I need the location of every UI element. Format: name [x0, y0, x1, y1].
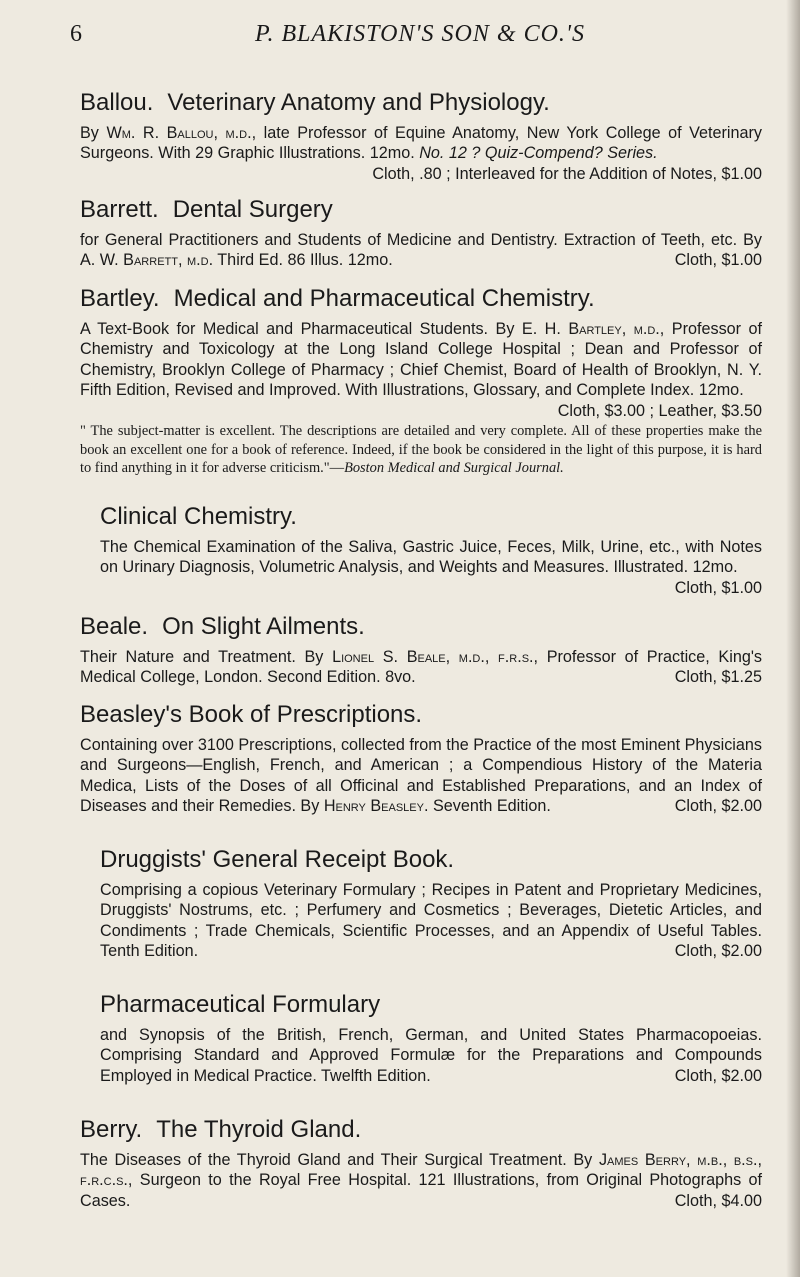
book-title: On Slight Ailments.	[162, 613, 365, 640]
lead-text: By	[80, 124, 99, 142]
book-title: Veterinary Anatomy and Physiology.	[167, 89, 550, 116]
running-title: P. BLAKISTON'S SON & CO.'S	[254, 21, 586, 47]
entry-beasley	[80, 700, 762, 817]
book-title: Beasley's Book of Prescriptions.	[80, 701, 423, 728]
price: Cloth, $4.00	[674, 1191, 762, 1210]
entry-clinical-chemistry	[100, 502, 762, 598]
description-text: Containing over 3100 Prescriptions, collected from the Practice of the most Eminent Physicians and Surgeons—English, French, and American ; a Compendious History of the Materia Medica, Lists of the Doses of all Officinal and Established Preparations, and an Index of Diseases and their Remedies. By	[80, 736, 763, 816]
entry-title	[80, 195, 762, 225]
description-text: A Text-Book for Medical and Pharmaceutical Students. By	[80, 320, 515, 338]
author-name: Barrett.	[80, 196, 159, 223]
entry-description	[80, 123, 762, 184]
entry-title	[80, 284, 762, 314]
description-text: Seventh Edition.	[432, 797, 551, 816]
description-text: The Diseases of the Thyroid Gland and Their Surgical Treatment. By	[80, 1151, 593, 1169]
entry-description	[80, 230, 762, 271]
price: Cloth, $2.00	[674, 942, 762, 961]
book-title: Dental Surgery	[172, 196, 333, 223]
description-text: and Synopsis of the British, French, German, and United States Pharmacopoeias. Comprising Standard and Approved Formulæ for the Preparations and Compounds Employed in Medical Practice. Twelfth Edition.	[100, 1026, 762, 1085]
description-text: Comprising a copious Veterinary Formulary ; Recipes in Patent and Proprietary Medicines, Druggists' Nostrums, etc. ; Perfumery and Cosmetics ; Beverages, Dietetic Articles, and Condiments ; Trade Chemicals, Scientific Processes, and an Appendix of Useful Tables. Tenth Edition.	[100, 881, 762, 961]
author-credit: Lionel S. Beale, m.d., f.r.s.,	[332, 648, 539, 666]
entry-pharmaceutical-formulary	[100, 990, 762, 1086]
book-title: Medical and Pharmaceutical Chemistry.	[173, 285, 595, 312]
entry-beale	[80, 612, 762, 688]
author-name: Bartley.	[80, 285, 160, 312]
description-text: Professor of Chemistry and Toxicology at the Long Island College Hospital ; Dean and Professor of Chemistry, Brooklyn College of Pharmacy ; Chief Chemist, Board of Health of Brooklyn, N. Y. Fifth Edition, Revised and Improved. With Illustrations, Glossary, and Complete Index. 12mo.	[80, 320, 763, 400]
page-edge-shadow	[786, 0, 800, 1277]
price: Cloth, $3.00 ; Leather, $3.50	[557, 401, 762, 420]
book-title: Clinical Chemistry.	[100, 503, 297, 530]
entry-ballou	[80, 88, 762, 184]
book-title: The Thyroid Gland.	[156, 1116, 362, 1143]
price: Cloth, $1.25	[674, 668, 762, 687]
review-text: " The subject-matter is excellent. The descriptions are detailed and very complete. All of these properties make the book an excellent one for a book of reference. Indeed, if the book be considered in the light of this purpose, it is hard to find anything in it for adverse criticism."—	[80, 423, 762, 477]
price: Cloth, $2.00	[674, 1066, 762, 1085]
author-credit: A. W. Barrett, m.d.	[80, 251, 214, 270]
entry-description	[100, 880, 762, 962]
entry-druggists-receipt-book	[100, 845, 762, 962]
review-source: Boston Medical and Surgical Journal.	[344, 460, 564, 477]
entry-barrett	[80, 195, 762, 271]
entry-description	[80, 647, 762, 688]
entry-description	[80, 319, 762, 421]
series-text: No. 12 ? Quiz-Compend? Series.	[419, 144, 658, 163]
description-text: Third Ed. 86 Illus. 12mo.	[217, 251, 393, 270]
author-name: Beale.	[80, 613, 149, 640]
author-credit: Wm. R. Ballou, m.d.,	[106, 124, 257, 142]
price: Cloth, $1.00	[674, 578, 762, 597]
book-title: Pharmaceutical Formulary	[100, 991, 381, 1018]
price: Cloth, .80 ; Interleaved for the Addition of Notes, $1.00	[372, 164, 762, 183]
author-credit: Henry Beasley.	[323, 797, 429, 816]
description-text: for General Practitioners and Students of Medicine and Dentistry. Extraction of Teeth, etc. By	[80, 231, 762, 249]
entry-title	[80, 1115, 762, 1145]
page-number: 6	[70, 21, 82, 47]
author-name: Berry.	[80, 1116, 143, 1143]
entry-description	[80, 735, 762, 817]
author-name: Ballou.	[80, 89, 154, 116]
entry-description	[80, 1150, 762, 1211]
description-text: Professor of Practice, King's Medical College, London. Second Edition. 8vo.	[80, 648, 763, 687]
book-title: Druggists' General Receipt Book.	[100, 846, 455, 873]
entry-title	[80, 88, 762, 118]
description-text: late Professor of Equine Anatomy, New York College of Veterinary Surgeons. With 29 Graphic Illustrations. 12mo.	[80, 124, 763, 163]
description-text: Surgeon to the Royal Free Hospital. 121 Illustrations, from Original Photographs of Cases.	[80, 1171, 762, 1210]
price: Cloth, $2.00	[674, 797, 762, 816]
description-text: The Chemical Examination of the Saliva, Gastric Juice, Feces, Milk, Urine, etc., with Notes on Urinary Diagnosis, Volumetric Analysis, and Weights and Measures. Illustrated. 12mo.	[100, 538, 762, 577]
entry-description	[100, 537, 762, 598]
author-credit: E. H. Bartley, m.d.,	[521, 320, 665, 338]
page-header	[70, 18, 770, 52]
entry-title	[80, 612, 762, 642]
price: Cloth, $1.00	[674, 251, 762, 270]
author-credit: James Berry, m.b., b.s., f.r.c.s.,	[80, 1151, 763, 1190]
entry-berry	[80, 1115, 762, 1211]
description-text: Their Nature and Treatment. By	[80, 648, 324, 666]
entry-description	[100, 1025, 762, 1086]
review-quote	[80, 422, 762, 478]
entry-bartley	[80, 284, 762, 478]
